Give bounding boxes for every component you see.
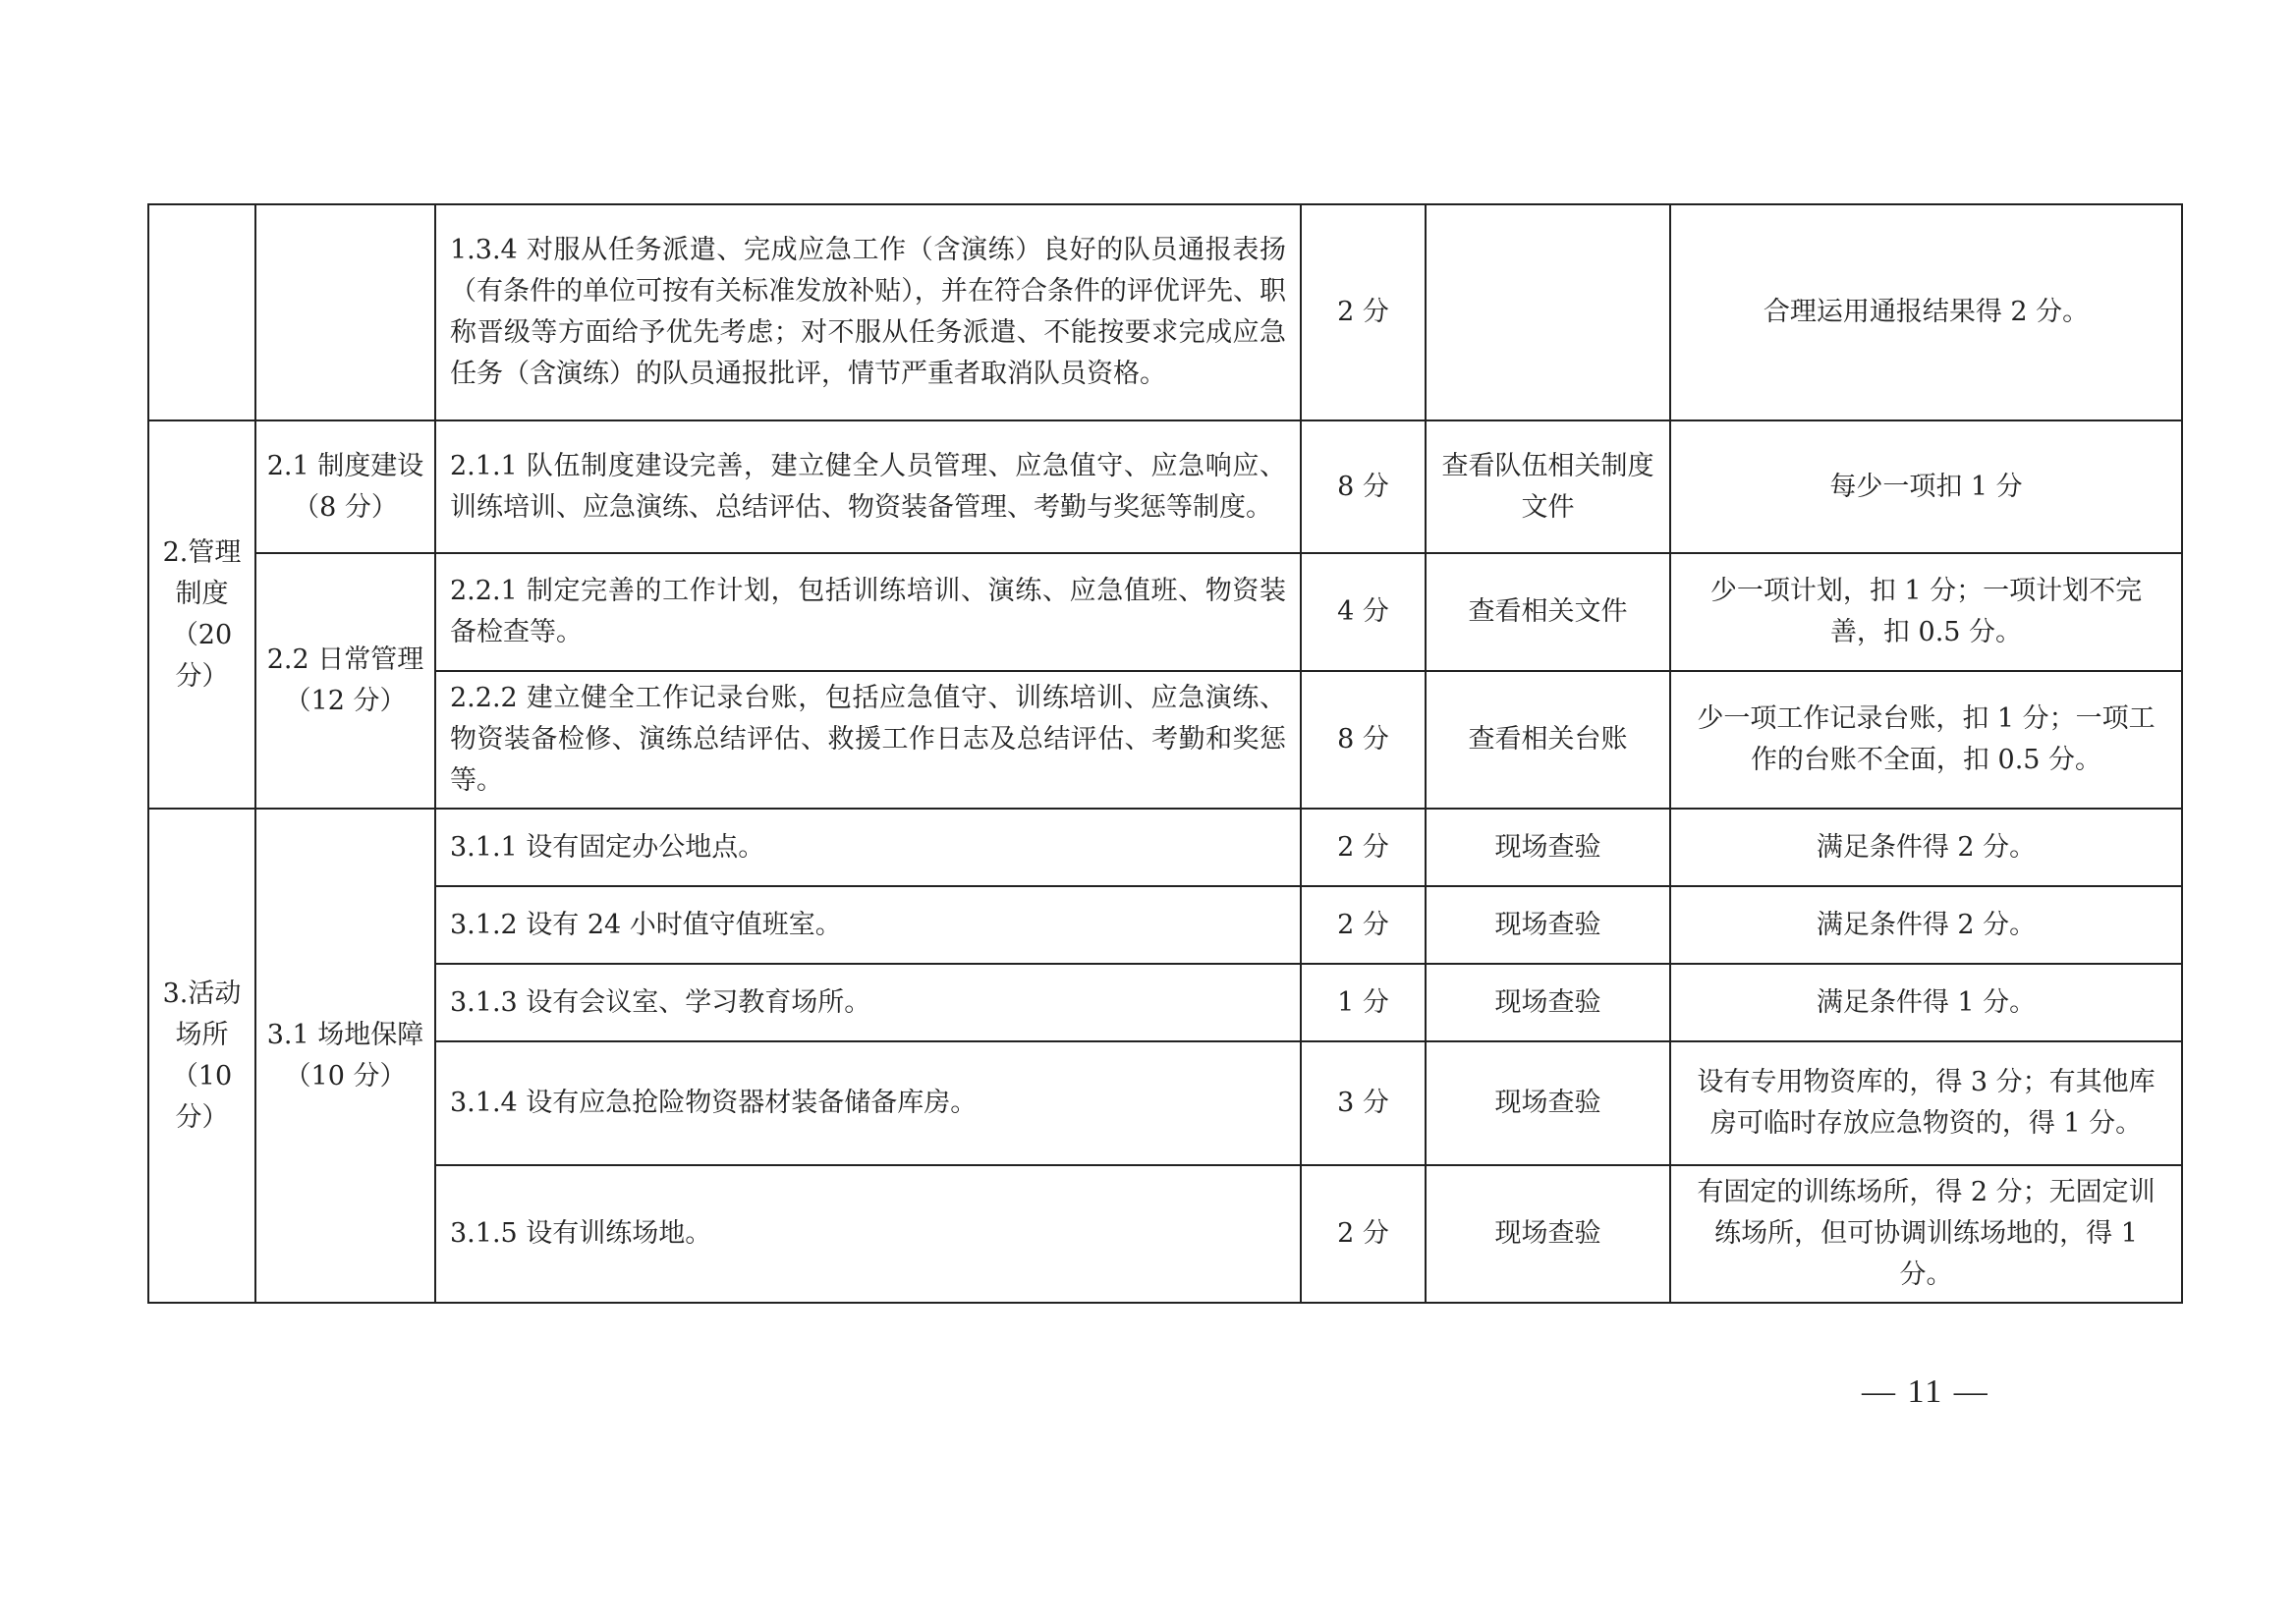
standard-cell: 满足条件得 2 分。 — [1670, 886, 2182, 964]
score-cell: 8 分 — [1301, 671, 1426, 809]
method-cell: 查看队伍相关制度文件 — [1426, 420, 1670, 553]
table-row — [148, 420, 2182, 553]
score-cell: 8 分 — [1301, 420, 1426, 553]
method-cell: 现场查验 — [1426, 1165, 1670, 1303]
content-cell: 2.2.1 制定完善的工作计划，包括训练培训、演练、应急值班、物资装备检查等。 — [435, 553, 1301, 671]
sub-category-cell: 2.2 日常管理（12 分） — [255, 553, 435, 809]
score-cell: 2 分 — [1301, 809, 1426, 886]
score-cell: 3 分 — [1301, 1041, 1426, 1165]
content-cell: 3.1.3 设有会议室、学习教育场所。 — [435, 964, 1301, 1041]
sub-category-cell: 3.1 场地保障（10 分） — [255, 809, 435, 1303]
standard-cell: 满足条件得 2 分。 — [1670, 809, 2182, 886]
scoring-table — [147, 203, 2183, 1304]
score-cell: 2 分 — [1301, 204, 1426, 420]
content-cell: 2.2.2 建立健全工作记录台账，包括应急值守、训练培训、应急演练、物资装备检修、演练总结评估、救援工作日志及总结评估、考勤和奖惩等。 — [435, 671, 1301, 809]
table-row — [148, 886, 2182, 964]
score-cell: 4 分 — [1301, 553, 1426, 671]
method-cell: 查看相关台账 — [1426, 671, 1670, 809]
method-cell: 现场查验 — [1426, 1041, 1670, 1165]
sub-category-cell — [255, 204, 435, 420]
standard-cell: 有固定的训练场所，得 2 分；无固定训练场所，但可协调训练场地的，得 1 分。 — [1670, 1165, 2182, 1303]
scoring-table-container — [147, 203, 2183, 1304]
table-row — [148, 1165, 2182, 1303]
standard-cell: 设有专用物资库的，得 3 分；有其他库房可临时存放应急物资的，得 1 分。 — [1670, 1041, 2182, 1165]
content-cell: 3.1.5 设有训练场地。 — [435, 1165, 1301, 1303]
content-cell: 2.1.1 队伍制度建设完善，建立健全人员管理、应急值守、应急响应、训练培训、应急演练、总结评估、物资装备管理、考勤与奖惩等制度。 — [435, 420, 1301, 553]
method-cell: 查看相关文件 — [1426, 553, 1670, 671]
page-number: — 11 — — [1862, 1373, 1989, 1410]
score-cell: 2 分 — [1301, 886, 1426, 964]
standard-cell: 少一项计划，扣 1 分；一项计划不完善，扣 0.5 分。 — [1670, 553, 2182, 671]
content-cell: 1.3.4 对服从任务派遣、完成应急工作（含演练）良好的队员通报表扬（有条件的单位可按有关标准发放补贴），并在符合条件的评优评先、职称晋级等方面给予优先考虑；对不服从任务派遣、不能按要求完成应急任务（含演练）的队员通报批评，情节严重者取消队员资格。 — [435, 204, 1301, 420]
content-cell: 3.1.1 设有固定办公地点。 — [435, 809, 1301, 886]
content-cell: 3.1.2 设有 24 小时值守值班室。 — [435, 886, 1301, 964]
sub-category-cell: 2.1 制度建设（8 分） — [255, 420, 435, 553]
table-row — [148, 964, 2182, 1041]
standard-cell: 满足条件得 1 分。 — [1670, 964, 2182, 1041]
method-cell: 现场查验 — [1426, 964, 1670, 1041]
method-cell — [1426, 204, 1670, 420]
method-cell: 现场查验 — [1426, 886, 1670, 964]
category-cell — [148, 204, 255, 420]
table-row — [148, 553, 2182, 671]
category-cell: 3.活动场所（10分） — [148, 809, 255, 1303]
table-row — [148, 204, 2182, 420]
standard-cell: 每少一项扣 1 分 — [1670, 420, 2182, 553]
score-cell: 2 分 — [1301, 1165, 1426, 1303]
table-row — [148, 671, 2182, 809]
table-row — [148, 809, 2182, 886]
method-cell: 现场查验 — [1426, 809, 1670, 886]
table-row — [148, 1041, 2182, 1165]
standard-cell: 少一项工作记录台账，扣 1 分；一项工作的台账不全面，扣 0.5 分。 — [1670, 671, 2182, 809]
standard-cell: 合理运用通报结果得 2 分。 — [1670, 204, 2182, 420]
score-cell: 1 分 — [1301, 964, 1426, 1041]
content-cell: 3.1.4 设有应急抢险物资器材装备储备库房。 — [435, 1041, 1301, 1165]
category-cell: 2.管理制度（20分） — [148, 420, 255, 809]
